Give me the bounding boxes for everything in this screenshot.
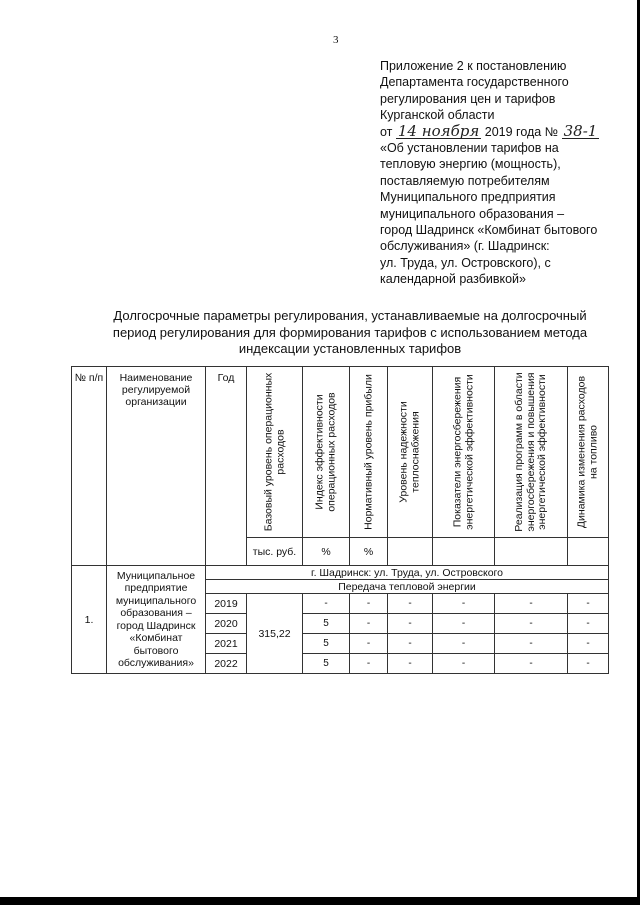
cell-energy: - — [433, 594, 495, 614]
cell-profit: - — [350, 634, 388, 654]
appendix-line: «Об установлении тарифов на — [380, 141, 559, 156]
header-reliability — [388, 367, 433, 538]
unit-empty — [568, 538, 609, 566]
header-reliability-text: Уровень надежности теплоснабжения — [397, 401, 421, 503]
cell-reliability: - — [388, 594, 433, 614]
unit-index: % — [303, 538, 350, 566]
appendix-line: Курганской области — [380, 108, 495, 123]
title-line: индексации установленных тарифов — [238, 341, 462, 356]
header-row — [72, 367, 609, 538]
cell-reliability: - — [388, 654, 433, 674]
scan-bottom-edge — [0, 897, 640, 905]
appendix-date-line — [380, 121, 630, 140]
handwritten-number: 38-1 — [563, 121, 598, 140]
cell-index: - — [303, 594, 350, 614]
header-fuel — [568, 367, 609, 538]
appendix-line: обслуживания» (г. Шадринск: — [380, 239, 550, 254]
header-programs — [495, 367, 568, 538]
header-profit — [350, 367, 388, 538]
date-prefix: от — [380, 124, 393, 139]
cell-energy: - — [433, 634, 495, 654]
cell-index: 5 — [303, 654, 350, 674]
unit-profit: % — [350, 538, 388, 566]
cell-profit: - — [350, 614, 388, 634]
appendix-line: календарной разбивкой» — [380, 272, 526, 287]
appendix-line: Департамента государственного — [380, 75, 569, 90]
appendix-line: Приложение 2 к постановлению — [380, 59, 567, 73]
date-year: 2019 года № — [484, 124, 559, 139]
header-profit-text: Нормативный уровень прибыли — [361, 374, 374, 530]
header-base-text: Базовый уровень операционных расходов — [262, 372, 286, 532]
cell-programs: - — [495, 634, 568, 654]
appendix-line: город Шадринск «Комбинат бытового — [380, 223, 598, 238]
cell-year: 2021 — [206, 634, 247, 654]
cell-reliability: - — [388, 634, 433, 654]
unit-empty — [388, 538, 433, 566]
location-row — [72, 566, 609, 580]
handwritten-date: 14 ноября — [397, 121, 480, 140]
unit-base: тыс. руб. — [247, 538, 303, 566]
unit-empty — [495, 538, 568, 566]
cell-base-value: 315,22 — [247, 594, 303, 674]
cell-year: 2022 — [206, 654, 247, 674]
cell-reliability: - — [388, 614, 433, 634]
header-base — [247, 367, 303, 538]
location-label: г. Шадринск: ул. Труда, ул. Островского — [206, 566, 609, 580]
cell-fuel: - — [568, 614, 609, 634]
unit-empty — [433, 538, 495, 566]
cell-programs: - — [495, 594, 568, 614]
appendix-line: ул. Труда, ул. Островского), с — [380, 255, 551, 270]
cell-year: 2020 — [206, 614, 247, 634]
header-energy-indicators — [433, 367, 495, 538]
cell-fuel: - — [568, 654, 609, 674]
cell-programs: - — [495, 654, 568, 674]
cell-profit: - — [350, 654, 388, 674]
header-org: Наименование регулируемой организации — [107, 367, 206, 566]
title-line: период регулирования для формирования тарифов с использованием метода — [112, 324, 588, 340]
cell-index: 5 — [303, 634, 350, 654]
org-name: Муниципальное предприятие муниципального образования – город Шадринск «Комбинат бытового обслуживания» — [107, 566, 206, 674]
header-num: № п/п — [72, 367, 107, 566]
parameters-table — [71, 366, 609, 674]
cell-year: 2019 — [206, 594, 247, 614]
cell-programs: - — [495, 614, 568, 634]
cell-energy: - — [433, 654, 495, 674]
cell-index: 5 — [303, 614, 350, 634]
cell-energy: - — [433, 614, 495, 634]
header-year: Год — [206, 367, 247, 566]
header-index — [303, 367, 350, 538]
appendix-line: муниципального образования – — [380, 206, 565, 221]
header-index-text: Индекс эффективности операционных расходов — [313, 392, 337, 512]
appendix-line: поставляемую потребителям — [380, 173, 550, 188]
cell-fuel: - — [568, 634, 609, 654]
cell-fuel: - — [568, 594, 609, 614]
title-line: Долгосрочные параметры регулирования, устанавливаемые на долгосрочный — [113, 308, 587, 323]
cell-profit: - — [350, 594, 388, 614]
appendix-line: Муниципального предприятия — [380, 190, 556, 205]
appendix-line: тепловую энергию (мощность), — [380, 157, 561, 172]
activity-label: Передача тепловой энергии — [206, 580, 609, 594]
header-fuel-text: Динамика изменения расходов на топливо — [575, 375, 599, 529]
header-programs-text: Реализация программ в области энергосбережения и повышения энергетической эффективности — [512, 372, 548, 532]
appendix-line: регулирования цен и тарифов — [380, 91, 556, 106]
appendix-block — [380, 58, 630, 288]
header-energy-text: Показатели энергосбережения энергетической эффективности — [451, 374, 475, 530]
document-title — [80, 308, 620, 358]
page-number: 3 — [333, 34, 339, 46]
row-number: 1. — [72, 566, 107, 674]
